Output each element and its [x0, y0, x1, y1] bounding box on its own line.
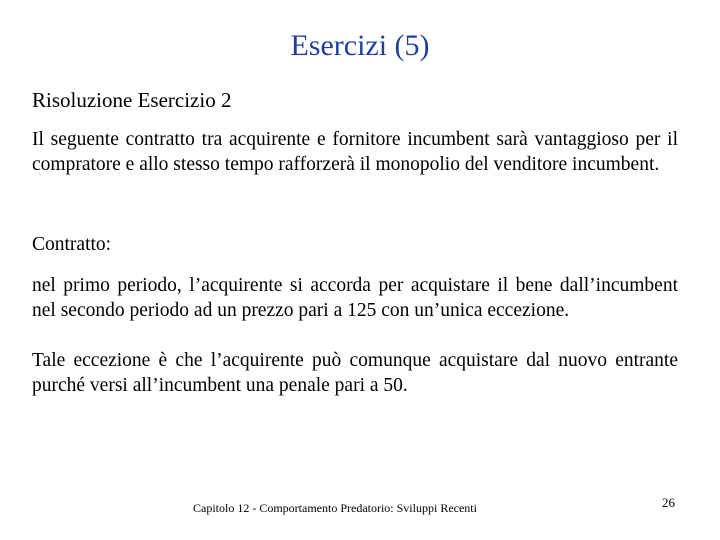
- contract-paragraph-2: Tale eccezione è che l’acquirente può comunque acquistare dal nuovo entrante purché versi all’incumbent una penale pari a 50.: [32, 350, 678, 396]
- page-number: 26: [662, 495, 675, 510]
- intro-paragraph: Il seguente contratto tra acquirente e fornitore incumbent sarà vantaggioso per il compratore e allo stesso tempo rafforzerà il monopolio del venditore incumbent.: [32, 129, 678, 175]
- contract-label: Contratto:: [32, 234, 112, 255]
- footer-text: Capitolo 12 - Comportamento Predatorio: Sviluppi Recenti: [193, 501, 477, 515]
- contract-paragraph-1: nel primo periodo, l’acquirente si accorda per acquistare il bene dall’incumbent nel secondo periodo ad un prezzo pari a 125 con un’unica eccezione.: [32, 275, 678, 321]
- slide-title: Esercizi (5): [290, 29, 430, 62]
- section-subtitle: Risoluzione Esercizio 2: [32, 88, 232, 112]
